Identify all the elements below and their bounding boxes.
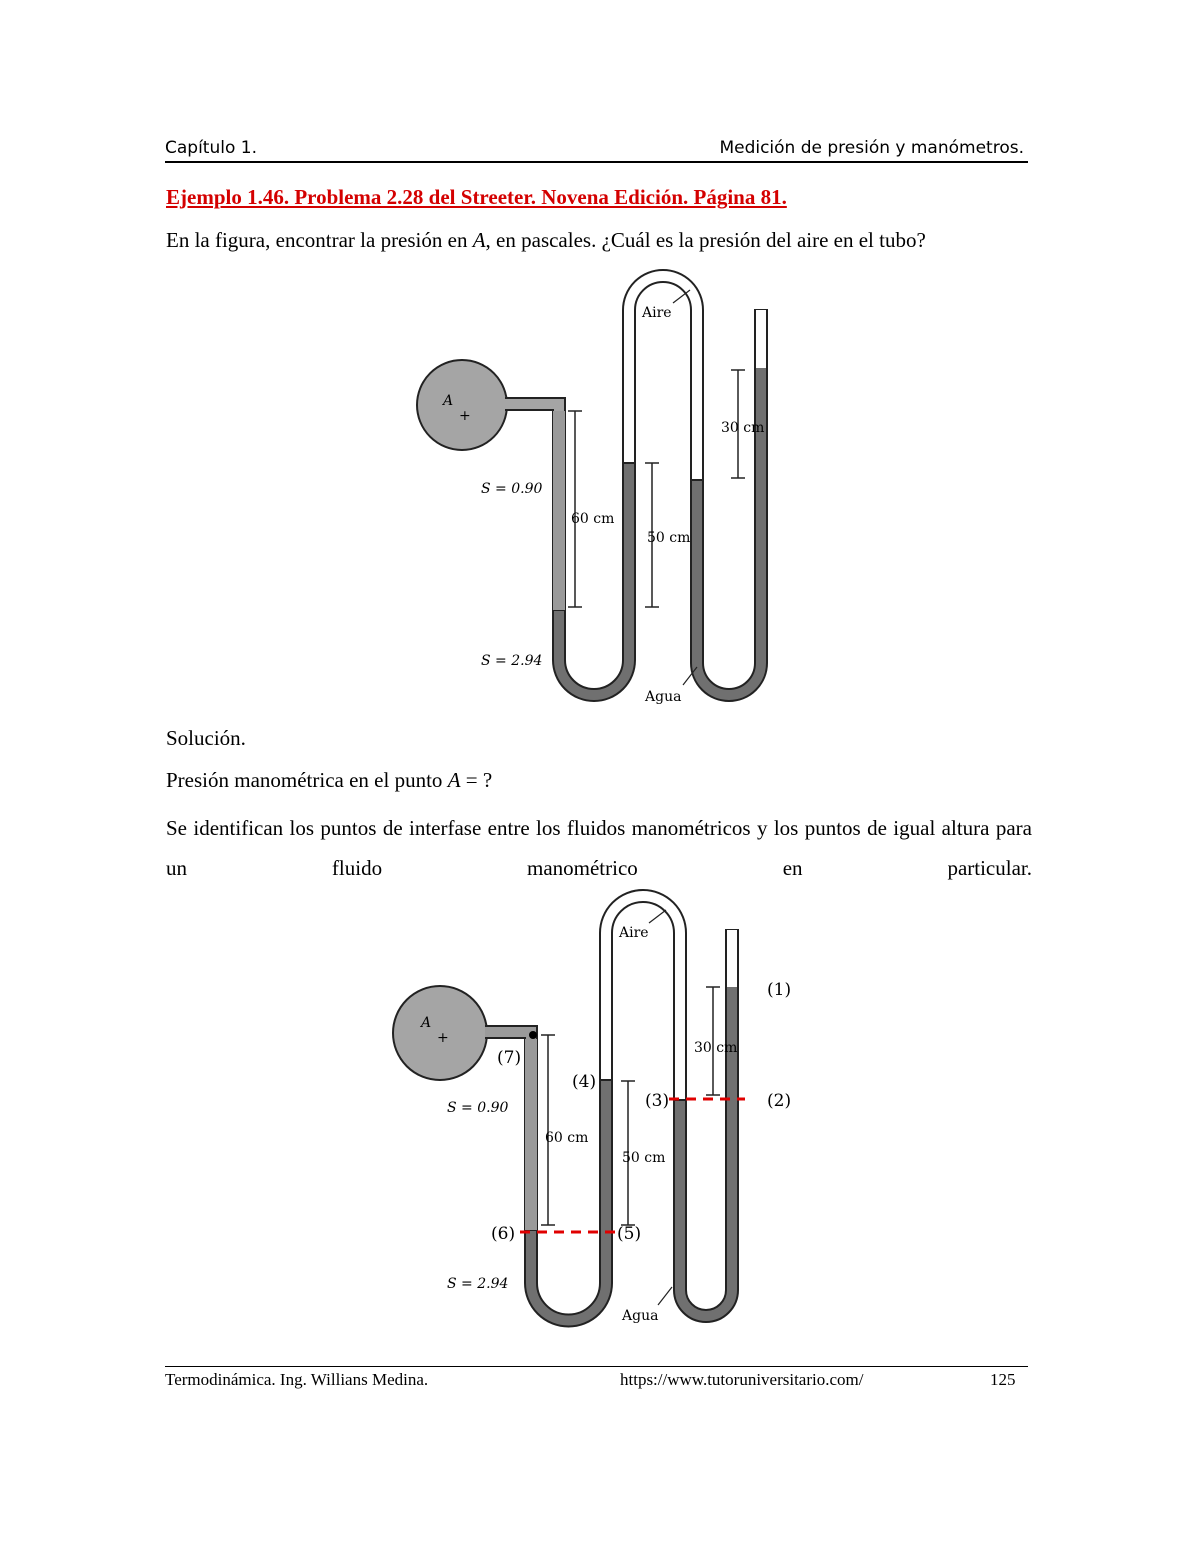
point-7-dot	[529, 1031, 537, 1039]
manometer-figure-1	[405, 265, 805, 715]
label-agua: Agua	[645, 689, 682, 705]
point-3-label: (3)	[645, 1091, 670, 1111]
label-aire: Aire	[619, 925, 649, 941]
open-tube-top	[726, 930, 738, 987]
manometer-figure-2	[385, 885, 805, 1340]
question-before: En la figura, encontrar la presión en	[166, 228, 473, 252]
point-1-label: (1)	[767, 980, 792, 1000]
header-rule	[165, 161, 1028, 163]
open-tube-top	[755, 310, 767, 368]
label-agua: Agua	[622, 1308, 659, 1324]
label-a: A	[443, 393, 454, 409]
label-50cm: 50 cm	[622, 1150, 666, 1166]
gauge-after: = ?	[460, 768, 493, 792]
question-after: , en pascales. ¿Cuál es la presión del aire en el tubo?	[485, 228, 926, 252]
label-a: A	[421, 1015, 432, 1031]
label-s294: S = 2.94	[481, 653, 543, 669]
page-number: 125	[990, 1370, 1016, 1389]
gauge-before: Presión manométrica en el punto	[166, 768, 448, 792]
point-6-label: (6)	[491, 1224, 516, 1244]
footer-left: Termodinámica. Ing. Willians Medina.	[165, 1370, 429, 1389]
section-label: Medición de presión y manómetros.	[719, 138, 1024, 158]
question-var: A	[472, 228, 486, 252]
point-5-label: (5)	[617, 1224, 642, 1244]
label-60cm: 60 cm	[545, 1130, 589, 1146]
label-s090: S = 0.90	[447, 1100, 509, 1116]
gauge-pressure-line	[166, 768, 492, 793]
gauge-var: A	[447, 768, 461, 792]
water-u-tube	[674, 930, 738, 1322]
oil-column	[553, 411, 565, 610]
label-50cm: 50 cm	[647, 530, 691, 546]
point-4-label: (4)	[572, 1072, 597, 1092]
chapter-label: Capítulo 1.	[165, 138, 257, 158]
label-30cm: 30 cm	[721, 420, 765, 436]
label-30cm: 30 cm	[694, 1040, 738, 1056]
example-title: Ejemplo 1.46. Problema 2.28 del Streeter. Novena Edición. Página 81.	[166, 185, 787, 209]
label-s090: S = 0.90	[481, 481, 543, 497]
label-aire: Aire	[642, 305, 672, 321]
label-s294: S = 2.94	[447, 1276, 509, 1292]
explanation-paragraph: Se identifican los puntos de interfase entre los fluidos manométricos y los puntos de igual altura para un fluido manométrico en particular.	[166, 816, 1032, 880]
question-text	[166, 228, 926, 253]
label-60cm: 60 cm	[571, 511, 615, 527]
plus-mark: +	[459, 408, 471, 424]
bulb-a	[417, 360, 507, 450]
point-7-label: (7)	[497, 1048, 522, 1068]
mercury-u-tube	[525, 1080, 612, 1327]
oil-column	[525, 1039, 537, 1230]
footer-url[interactable]: https://www.tutoruniversitario.com/	[620, 1370, 864, 1389]
point-2-label: (2)	[767, 1091, 792, 1111]
footer-rule	[165, 1366, 1028, 1367]
solution-heading: Solución.	[166, 726, 246, 750]
plus-mark: +	[437, 1030, 449, 1046]
